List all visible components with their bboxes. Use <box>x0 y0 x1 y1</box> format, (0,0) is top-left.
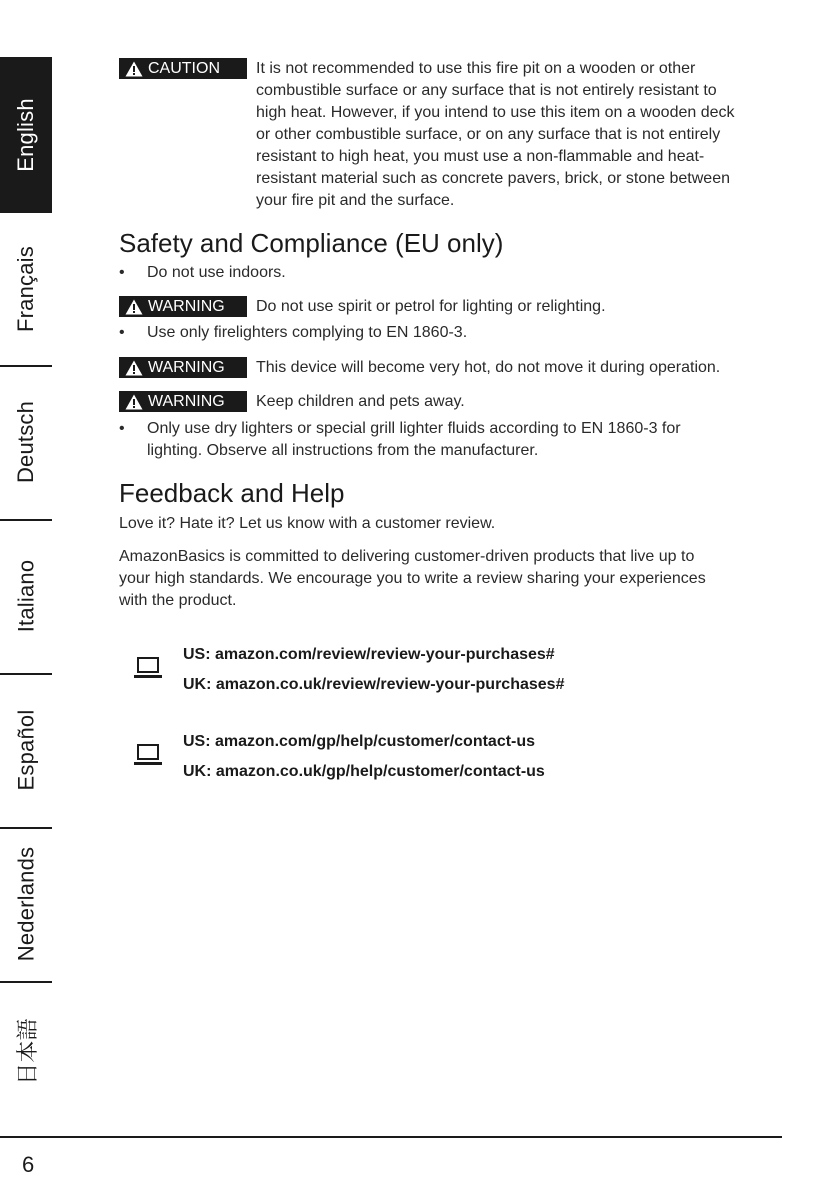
bullet-dot: • <box>119 264 125 281</box>
laptop-icon <box>133 743 163 767</box>
tab-japanese-label: 日本語 <box>14 1017 40 1085</box>
review-links <box>119 640 719 702</box>
review-link-uk[interactable]: UK: amazon.co.uk/review/review-your-purchases# <box>183 676 565 693</box>
caution-line: combustible surface or any surface that is not entirely resistant to <box>256 82 717 99</box>
tab-italiano[interactable] <box>0 519 52 675</box>
tab-japanese[interactable] <box>0 981 52 1121</box>
tab-english-label: English <box>13 98 38 172</box>
caution-line: resistant to high heat, you must use a non-flammable and heat- <box>256 148 705 165</box>
review-link-us[interactable]: US: amazon.com/review/review-your-purchases# <box>183 646 555 663</box>
tab-francais[interactable] <box>0 213 52 367</box>
warning-badge-label: WARNING <box>148 298 225 315</box>
help-link-us[interactable]: US: amazon.com/gp/help/customer/contact-us <box>183 733 536 750</box>
warning-text: Do not use spirit or petrol for lighting or relighting. <box>256 298 606 315</box>
bullet-text: Use only firelighters complying to EN 1860-3. <box>147 324 468 341</box>
tab-espanol-label: Español <box>13 709 38 791</box>
caution-line: your fire pit and the surface. <box>256 192 455 209</box>
caution-line: or other combustible surface, or on any surface that is not entirely <box>256 126 721 143</box>
caution-badge-label: CAUTION <box>148 60 220 77</box>
feedback-body <box>119 546 779 612</box>
feedback-heading: Feedback and Help <box>119 478 345 508</box>
bullet-dot: • <box>119 420 125 437</box>
laptop-icon <box>133 656 163 680</box>
help-link-uk[interactable]: UK: amazon.co.uk/gp/help/customer/contact-us <box>183 763 545 780</box>
warning-badge-label: WARNING <box>148 393 225 410</box>
warning-triangle-icon <box>125 61 143 77</box>
tab-nederlands-label: Nederlands <box>13 846 39 962</box>
feedback-intro: Love it? Hate it? Let us know with a customer review. <box>119 515 496 532</box>
warning-triangle-icon <box>125 360 143 376</box>
feedback-body-line: AmazonBasics is committed to delivering customer-driven products that live up to <box>119 548 695 565</box>
tab-nederlands[interactable] <box>0 827 52 983</box>
feedback-body-line: your high standards. We encourage you to write a review sharing your experiences <box>119 570 706 587</box>
bullet-text: Do not use indoors. <box>147 264 286 281</box>
bullet-text-line: lighting. Observe all instructions from the manufacturer. <box>147 442 539 459</box>
caution-line: high heat. However, if you intend to use this item on a wooden deck <box>256 104 735 121</box>
tab-francais-label: Français <box>13 246 38 332</box>
warning-triangle-icon <box>125 299 143 315</box>
warning-text: Keep children and pets away. <box>256 393 465 410</box>
tab-italiano-label: Italiano <box>13 559 39 633</box>
warning-badge <box>119 357 247 378</box>
warning-triangle-icon <box>125 394 143 410</box>
feedback-body-line: with the product. <box>119 592 237 609</box>
tab-deutsch[interactable] <box>0 365 52 521</box>
caution-text <box>256 58 796 212</box>
warning-badge-label: WARNING <box>148 359 225 376</box>
warning-badge <box>119 296 247 317</box>
safety-heading: Safety and Compliance (EU only) <box>119 228 504 258</box>
tab-espanol[interactable] <box>0 673 52 829</box>
page-number: 6 <box>22 1152 35 1177</box>
caution-badge <box>119 58 247 79</box>
caution-line: resistant material such as concrete pavers, brick, or stone between <box>256 170 730 187</box>
caution-line: It is not recommended to use this fire pit on a wooden or other <box>256 60 696 77</box>
tab-deutsch-label: Deutsch <box>13 400 39 484</box>
tab-english[interactable] <box>0 57 52 213</box>
warning-badge <box>119 391 247 412</box>
help-links <box>119 727 719 789</box>
bullet-dot: • <box>119 324 125 341</box>
footer-divider <box>0 1136 782 1138</box>
warning-text: This device will become very hot, do not move it during operation. <box>256 359 721 376</box>
bullet-text-line: Only use dry lighters or special grill lighter fluids according to EN 1860-3 for <box>147 420 681 437</box>
bullet-text <box>147 418 787 462</box>
